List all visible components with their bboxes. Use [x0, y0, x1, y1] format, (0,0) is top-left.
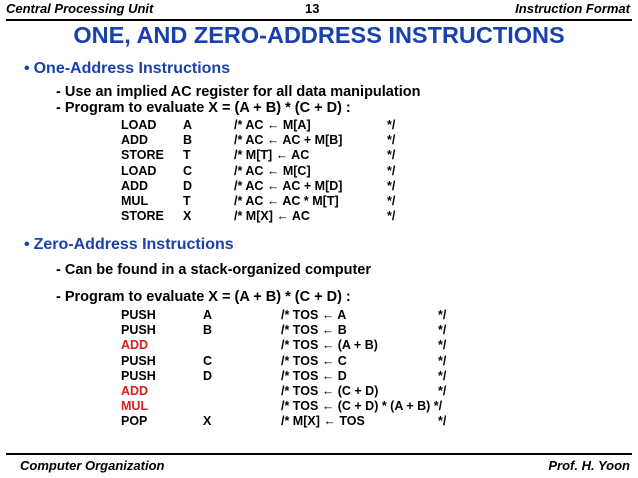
operand: T: [183, 193, 191, 208]
comment-end: */: [438, 383, 447, 398]
comment: /* TOS ← (C + D) * (A + B) */: [281, 399, 443, 414]
opcode: PUSH: [121, 368, 156, 383]
opcode: PUSH: [121, 308, 156, 322]
opcode: PUSH: [121, 323, 156, 338]
opcode: STORE: [121, 148, 164, 163]
one-address-heading: [24, 60, 230, 78]
opcode: POP: [121, 414, 148, 429]
one-address-line-2: - Program to evaluate X = (A + B) * (C + D) :: [56, 100, 351, 116]
comment: /* TOS ← (A + B): [281, 338, 378, 353]
opcode: STORE: [121, 209, 164, 224]
zero-address-line-1: - Can be found in a stack-organized computer: [56, 262, 372, 278]
comment: /* AC ← M[A]: [234, 118, 311, 132]
header-topic: Instruction Format: [515, 1, 630, 16]
bullet-icon: •: [24, 236, 30, 253]
operand: D: [183, 178, 193, 193]
operand: X: [203, 414, 212, 429]
comment: /* M[X] ← AC: [234, 209, 310, 224]
opcode: ADD: [121, 383, 149, 398]
bullet-icon: •: [24, 60, 30, 77]
comment-end: */: [438, 338, 447, 353]
header-divider: [6, 19, 632, 21]
opcode: MUL: [121, 399, 149, 414]
zero-address-line-2: - Program to evaluate X = (A + B) * (C + D) :: [56, 289, 351, 305]
footer-course: Computer Organization: [20, 458, 165, 473]
comment-end: */: [438, 308, 447, 322]
comment: /* M[X] ← TOS: [281, 414, 365, 429]
zero-address-heading-text: Zero-Address Instructions: [33, 236, 234, 253]
operand: A: [183, 118, 193, 132]
opcode: PUSH: [121, 353, 156, 368]
comment-end: */: [387, 193, 396, 208]
opcode: ADD: [121, 133, 149, 148]
comment: /* TOS ← B: [281, 323, 347, 338]
comment: /* TOS ← D: [281, 368, 347, 383]
comment-end: */: [438, 368, 447, 383]
one-address-heading-text: One-Address Instructions: [33, 60, 231, 77]
operand: A: [203, 308, 213, 322]
slide-title: ONE, AND ZERO-ADDRESS INSTRUCTIONS: [73, 22, 565, 48]
comment: /* TOS ← (C + D): [281, 383, 379, 398]
comment: /* AC ← AC * M[T]: [234, 193, 339, 208]
opcode: ADD: [121, 178, 149, 193]
comment-end: */: [387, 118, 396, 132]
operand: B: [203, 323, 213, 338]
header-course: Central Processing Unit: [6, 1, 154, 16]
comment-end: */: [387, 148, 396, 163]
comment-end: */: [438, 323, 447, 338]
comment: /* AC ← AC + M[B]: [234, 133, 343, 148]
operand: T: [183, 148, 191, 163]
comment-end: */: [387, 209, 396, 224]
comment: /* TOS ← C: [281, 353, 347, 368]
comment: /* M[T] ← AC: [234, 148, 310, 163]
comment: /* AC ← AC + M[D]: [234, 178, 343, 193]
comment-end: */: [438, 414, 447, 429]
comment-end: */: [387, 178, 396, 193]
one-address-line-1: - Use an implied AC register for all data manipulation: [56, 84, 421, 100]
operand: X: [183, 209, 192, 224]
comment-end: */: [438, 353, 447, 368]
opcode: ADD: [121, 338, 149, 353]
comment-end: */: [387, 163, 396, 178]
operand: B: [183, 133, 193, 148]
comment-end: */: [387, 133, 396, 148]
opcode: LOAD: [121, 118, 157, 132]
comment: /* AC ← M[C]: [234, 163, 311, 178]
operand: C: [183, 163, 193, 178]
footer-divider: [6, 453, 632, 455]
footer-author: Prof. H. Yoon: [548, 458, 630, 473]
opcode: LOAD: [121, 163, 157, 178]
operand: C: [203, 353, 213, 368]
comment: /* TOS ← A: [281, 308, 347, 322]
page-number: 13: [305, 1, 320, 16]
operand: D: [203, 368, 213, 383]
opcode: MUL: [121, 193, 149, 208]
zero-address-heading: [24, 236, 234, 254]
